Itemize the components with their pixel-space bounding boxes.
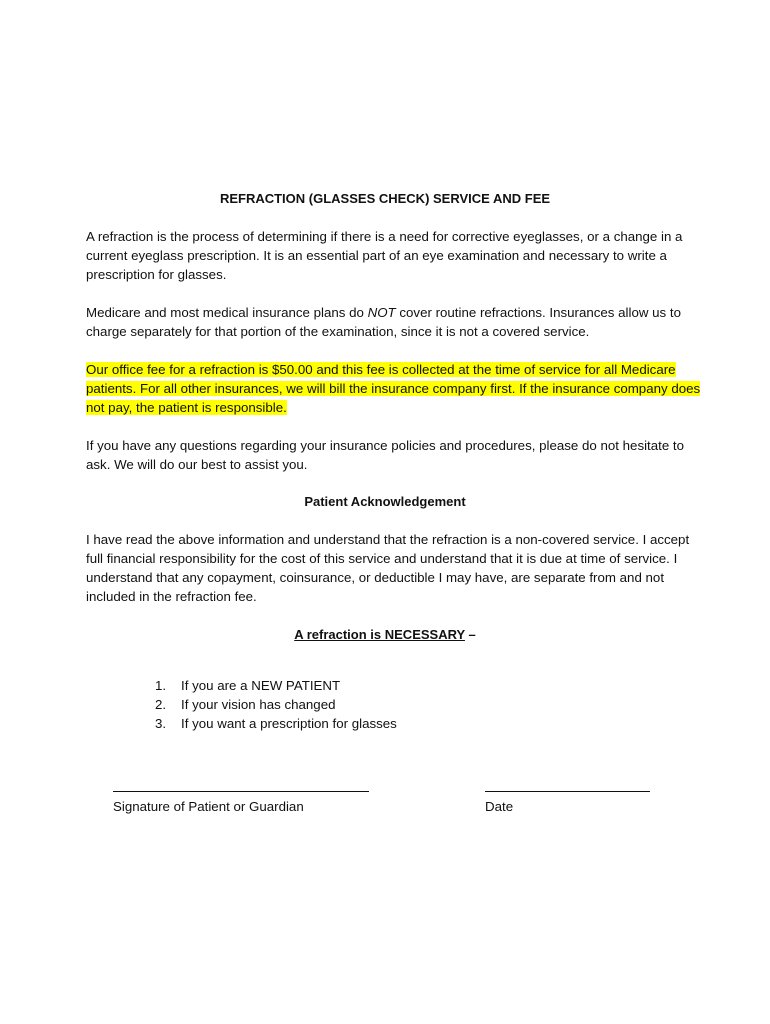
list-item-text: If your vision has changed: [181, 697, 336, 712]
list-item-text: If you want a prescription for glasses: [181, 716, 397, 731]
necessary-reasons-list: [155, 676, 397, 733]
refraction-necessary-heading: [0, 625, 770, 644]
refraction-definition-paragraph: A refraction is the process of determining if there is a need for corrective eyeglasses, or a change in a current eyeglass prescription. It is an essential part of an eye examination and necessary to write a prescription for glasses.: [86, 229, 683, 282]
insurance-text-after: cover routine refractions. Insurances allow us to charge separately for that portion of the examination, since it is not a covered service.: [86, 305, 681, 339]
list-item: [155, 676, 397, 695]
insurance-text-before: Medicare and most medical insurance plans do: [86, 305, 368, 320]
list-item: [155, 714, 397, 733]
necessary-heading-suffix: –: [464, 627, 476, 642]
signature-label: Signature of Patient or Guardian: [113, 799, 304, 814]
list-item-text: If you are a NEW PATIENT: [181, 678, 341, 693]
office-fee-highlight: Our office fee for a refraction is $50.00 and this fee is collected at the time of service for all Medicare patients. For all other insurances, we will bill the insurance company first. If the insurance company does not pay, the patient is responsible.: [86, 362, 701, 415]
list-item-number: 3.: [155, 716, 167, 731]
acknowledgement-paragraph: I have read the above information and understand that the refraction is a non-covered service. I accept full financial responsibility for the cost of this service and understand that it is due at time of service. I understand that any copayment, coinsurance, or deductible I may have, are separate from and not included in the refraction fee.: [86, 532, 690, 604]
document-title: REFRACTION (GLASSES CHECK) SERVICE AND FEE: [219, 191, 551, 206]
date-label: Date: [485, 799, 514, 814]
insurance-emphasis-not: NOT: [367, 305, 396, 320]
necessary-heading-underlined: A refraction is NECESSARY: [294, 627, 465, 642]
insurance-coverage-paragraph: [86, 303, 706, 341]
office-fee-paragraph: [86, 360, 706, 417]
list-item-number: 2.: [155, 697, 167, 712]
signature-line[interactable]: [113, 791, 369, 792]
patient-acknowledgement-heading: Patient Acknowledgement: [304, 494, 466, 509]
date-line[interactable]: [485, 791, 650, 792]
list-item-number: 1.: [155, 678, 167, 693]
list-item: [155, 695, 397, 714]
questions-paragraph: If you have any questions regarding your insurance policies and procedures, please do not hesitate to ask. We will do our best to assist you.: [86, 438, 685, 472]
